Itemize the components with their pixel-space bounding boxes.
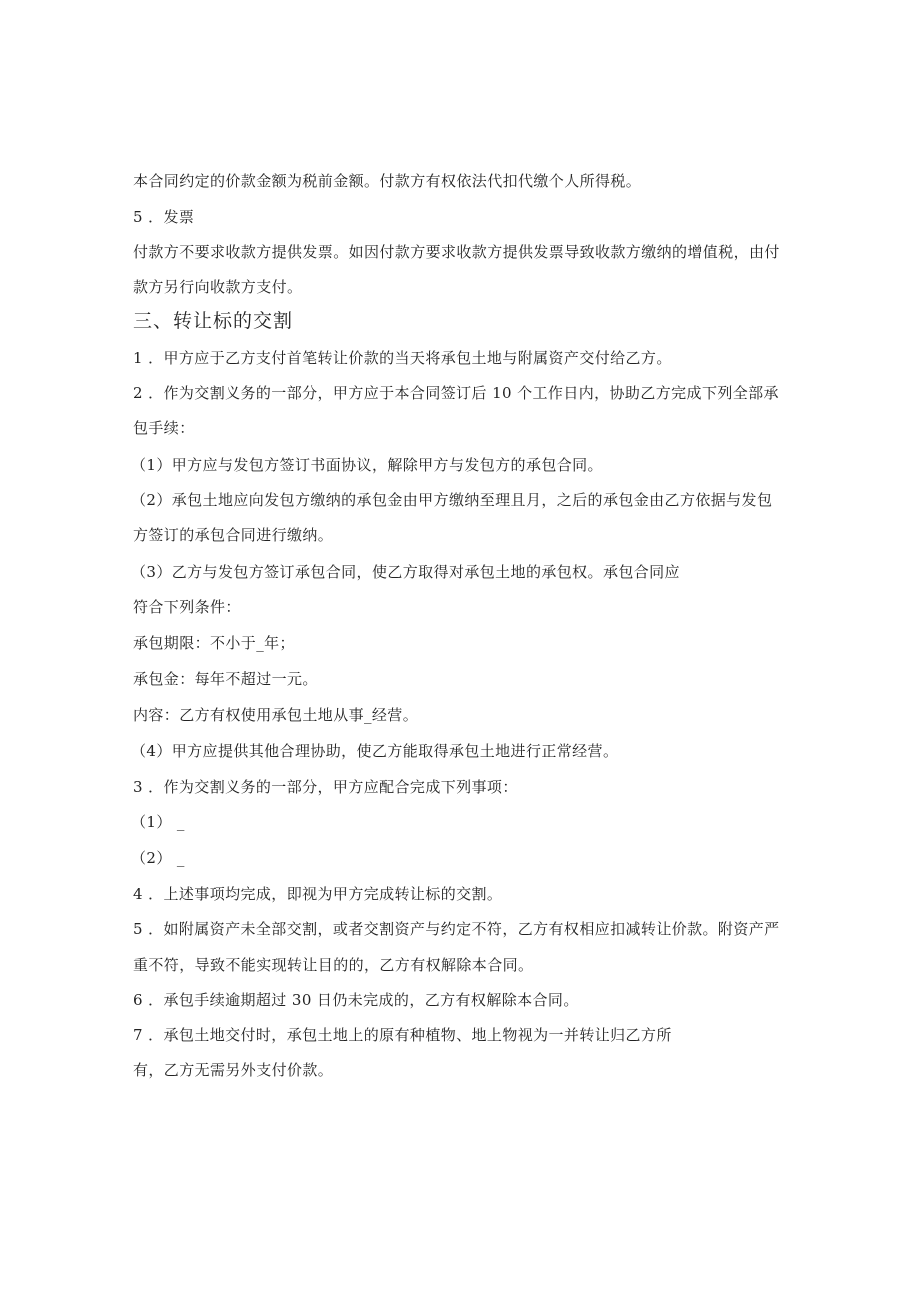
clause-6: 6 ．承包手续逾期超过 30 日仍未完成的，乙方有权解除本合同。 xyxy=(133,991,579,1009)
invoice-heading: 5 ．发票 xyxy=(133,208,195,226)
clause-1: 1 ．甲方应于乙方支付首笔转让价款的当天将承包土地与附属资产交付给乙方。 xyxy=(133,349,672,367)
clause-2-item-4: （4）甲方应提供其他合理协助，使乙方能取得承包土地进行正常经营。 xyxy=(131,742,619,760)
invoice-clause-line-1: 付款方不要求收款方提供发票。如因付款方要求收款方提供发票导致收款方缴纳的增值税，由付 xyxy=(133,243,780,261)
invoice-clause-line-2: 款方另行向收款方支付。 xyxy=(133,278,303,296)
clause-2-item-2-line-1: （2）承包土地应向发包方缴纳的承包金由甲方缴纳至理且月，之后的承包金由乙方依据与发包 xyxy=(131,491,773,509)
clause-5-line-2: 重不符，导致不能实现转让目的的，乙方有权解除本合同。 xyxy=(133,956,534,974)
contract-fee: 承包金：每年不超过一元。 xyxy=(133,670,318,688)
contract-content: 内容：乙方有权使用承包土地从事_经营。 xyxy=(133,706,419,724)
clause-2-item-3-line-2: 符合下列条件： xyxy=(133,598,241,616)
contract-term: 承包期限：不小于_年； xyxy=(133,634,295,652)
clause-2-line-1: 2 ．作为交割义务的一部分，甲方应于本合同签订后 10 个工作日内，协助乙方完成下列全部承 xyxy=(133,384,779,402)
tax-clause: 本合同约定的价款金额为税前金额。付款方有权依法代扣代缴个人所得税。 xyxy=(133,172,642,190)
clause-7-line-2: 有，乙方无需另外支付价款。 xyxy=(133,1061,334,1079)
clause-3-item-2: （2） _ xyxy=(131,849,185,867)
clause-3: 3 ．作为交割义务的一部分，甲方应配合完成下列事项： xyxy=(133,778,518,796)
section-heading: 三、转让标的交割 xyxy=(133,310,294,332)
clause-2-item-3-line-1: （3）乙方与发包方签订承包合同，使乙方取得对承包土地的承包权。承包合同应 xyxy=(131,563,680,581)
clause-2-item-1: （1）甲方应与发包方签订书面协议，解除甲方与发包方的承包合同。 xyxy=(131,456,603,474)
clause-2-item-2-line-2: 方签订的承包合同进行缴纳。 xyxy=(133,526,334,544)
clause-2-line-2: 包手续： xyxy=(133,419,195,437)
clause-5-line-1: 5 ．如附属资产未全部交割，或者交割资产与约定不符，乙方有权相应扣减转让价款。附资产严 xyxy=(133,920,780,938)
clause-4: 4 ．上述事项均完成，即视为甲方完成转让标的交割。 xyxy=(133,885,503,903)
clause-7-line-1: 7 ．承包土地交付时，承包土地上的原有种植物、地上物视为一并转让归乙方所 xyxy=(133,1026,672,1044)
clause-3-item-1: （1） _ xyxy=(131,813,185,831)
